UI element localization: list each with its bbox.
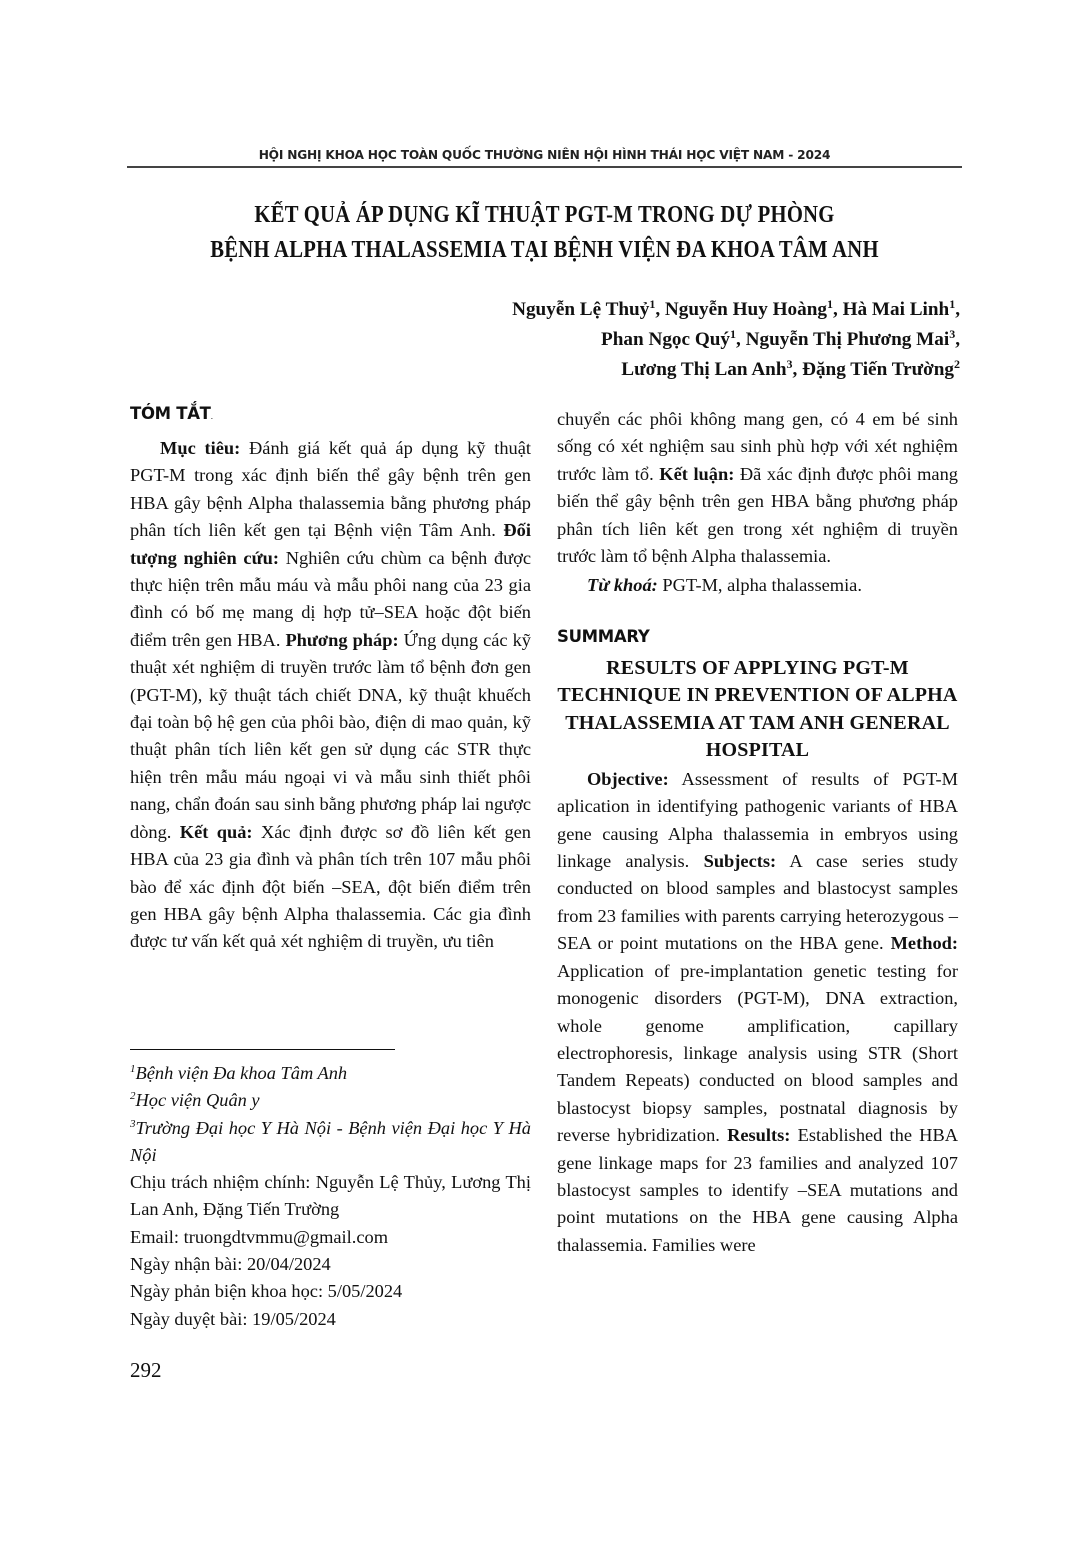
author-affiliation: 3 xyxy=(949,327,956,341)
results-label: Kết quả: xyxy=(179,821,253,842)
affiliation-2 xyxy=(130,1087,531,1114)
corresponding-author: Chịu trách nhiệm chính: Nguyễn Lệ Thủy, Lương Thị Lan Anh, Đặng Tiến Trường xyxy=(130,1172,531,1220)
footnote-rule xyxy=(130,1049,395,1050)
author-affiliation: 1 xyxy=(949,297,956,311)
author-name: Phan Ngọc Quý xyxy=(601,329,731,350)
method-label: Phương pháp: xyxy=(285,629,399,650)
author-affiliation: 1 xyxy=(649,297,656,311)
date-reviewed: Ngày phản biện khoa học: 5/05/2024 xyxy=(130,1281,403,1302)
affiliation-number: 2 xyxy=(130,1090,136,1103)
affiliation-3 xyxy=(130,1115,531,1170)
author-affiliation: 1 xyxy=(730,327,737,341)
email: Email: truongdtvmmu@gmail.com xyxy=(130,1226,389,1247)
author-name: Nguyễn Thị Phương Mai xyxy=(745,329,950,350)
results-text-part-1: Xác định được sơ đồ liên kết gen HBA của 23 gia đình và phân tích trên 107 mẫu phôi bào để xác định đột biến –SEA, đột biến điểm trên gen HBA gây bệnh Alpha thalassemia. Các gia đình được tư vấn kết quả xét nghiệm di truyền, ưu tiên xyxy=(130,821,531,952)
author-separator: , xyxy=(832,299,843,320)
abstract-vi-continued xyxy=(557,406,958,570)
running-header: HỘI NGHỊ KHOA HỌC TOÀN QUỐC THƯỜNG NIÊN HỘI HÌNH THÁI HỌC VIỆT NAM - 2024 xyxy=(258,148,831,162)
footnotes xyxy=(130,1060,531,1333)
author-line-1 xyxy=(512,295,960,325)
author-line-2 xyxy=(512,325,960,355)
results-text-en: Established the HBA gene linkage maps for 23 families and analyzed 107 blastocyst samples to identify –SEA mutations and point mutations on the HBA gene causing Alpha thalassemia. Families were xyxy=(557,1125,958,1255)
paper-title xyxy=(185,198,903,268)
author-line-3 xyxy=(512,355,960,385)
author-affiliation: 2 xyxy=(954,357,960,371)
right-column xyxy=(557,406,958,1259)
date-received: Ngày nhận bài: 20/04/2024 xyxy=(130,1254,331,1275)
subjects-label: Đối tượng nghiên cứu: xyxy=(130,520,531,568)
conclusion-label: Kết luận: xyxy=(659,463,735,484)
page-number: 292 xyxy=(130,1358,162,1382)
summary-title: RESULTS OF APPLYING PGT-M TECHNIQUE IN PREVENTION OF ALPHA THALASSEMIA AT TAM ANH GENERAL HOSPITAL xyxy=(557,656,958,762)
date-accepted: Ngày duyệt bài: 19/05/2024 xyxy=(130,1308,336,1329)
subjects-text: Nghiên cứu chùm ca bệnh được thực hiện trên mẫu máu và mẫu phôi nang của 23 gia đình có bố mẹ mang dị hợp tử–SEA hoặc đột biến điểm trên gen HBA. xyxy=(130,547,531,650)
objective-label: Mục tiêu: xyxy=(160,438,241,458)
affiliation-text: Học viện Quân y xyxy=(135,1090,260,1111)
method-label-en: Method: xyxy=(890,933,958,954)
author-name: Lương Thị Lan Anh xyxy=(621,359,787,380)
summary-body xyxy=(557,766,958,1259)
header-rule xyxy=(127,166,962,168)
objective-text-en: Assessment of results of PGT-M aplication in identifying pathogenic variants of HBA gene causing Alpha thalassemia in embryos using linkage analysis. xyxy=(557,768,958,872)
abstract-vi-column xyxy=(130,402,531,956)
results-label-en: Results: xyxy=(727,1125,791,1146)
affiliation-number: 3 xyxy=(130,1117,136,1130)
abstract-vi-heading-text: TÓM TẮT xyxy=(130,404,211,423)
affiliation-text: Bệnh viện Đa khoa Tâm Anh xyxy=(135,1063,348,1083)
abstract-vi-heading xyxy=(130,402,531,429)
author-separator: , xyxy=(955,299,960,320)
author-affiliation: 3 xyxy=(786,357,793,371)
author-separator: , xyxy=(955,329,960,350)
author-separator: , xyxy=(655,299,665,320)
author-name: Hà Mai Linh xyxy=(842,299,950,320)
author-name: Nguyễn Huy Hoàng xyxy=(664,299,827,320)
title-line-2: BỆNH ALPHA THALASSEMIA TẠI BỆNH VIỆN ĐA KHOA TÂM ANH xyxy=(210,237,879,263)
results-text-part-2: chuyển các phôi không mang gen, có 4 em bé sinh sống có xét nghiệm sau sinh phù hợp với xét nghiệm trước làm tổ. xyxy=(557,409,958,484)
subjects-label-en: Subjects: xyxy=(703,851,777,872)
summary-heading: SUMMARY xyxy=(557,626,650,646)
author-name: Nguyễn Lệ Thuỷ xyxy=(512,299,650,320)
author-list xyxy=(512,295,960,385)
keywords-label: Từ khoá: xyxy=(587,575,658,596)
author-separator: , xyxy=(792,359,803,380)
method-text-en: Application of pre-implantation genetic testing for monogenic disorders (PGT-M), DNA extraction, whole genome amplification, capillary electrophoresis, linkage analysis using STR (Short Tandem Repeats) conducted on blood samples and blastocyst biopsy samples, postnatal diagnosis by reverse hybridization. xyxy=(557,960,958,1146)
affiliation-number: 1 xyxy=(130,1063,136,1075)
title-line-1: KẾT QUẢ ÁP DỤNG KĨ THUẬT PGT-M TRONG DỰ PHÒNG xyxy=(254,202,835,228)
objective-label-en: Objective: xyxy=(587,768,669,789)
heading-dot: . xyxy=(210,412,213,421)
keywords-text: PGT-M, alpha thalassemia. xyxy=(657,575,862,596)
method-text: Ứng dụng các kỹ thuật xét nghiệm di truyền trước làm tổ bệnh đơn gen (PGT-M), kỹ thuật tách chiết DNA, kỹ thuật khuếch đại toàn bộ hệ gen của phôi bào, điện di mao quản, kỹ thuật phân tích liên kết gen sử dụng các STR thực hiện trên mẫu máu ngoại vi và mẫu sinh thiết phôi nang, chẩn đoán sau sinh bằng phương pháp lai ngược dòng. xyxy=(130,629,531,842)
author-affiliation: 1 xyxy=(826,297,833,311)
author-separator: , xyxy=(736,329,746,350)
subjects-text-en: A case series study conducted on blood samples and blastocyst samples from 23 families with parents carrying heterozygous –SEA or point mutations on the HBA gene. xyxy=(557,851,958,954)
abstract-vi-body xyxy=(130,435,531,956)
author-name: Đặng Tiến Trường xyxy=(802,359,954,380)
affiliation-text: Trường Đại học Y Hà Nội - Bệnh viện Đại học Y Hà Nội xyxy=(130,1117,531,1165)
objective-text: Đánh giá kết quả áp dụng kỹ thuật PGT-M trong xác định biến thể gây bệnh trên gen HBA gây bệnh Alpha thalassemia bằng phương pháp phân tích liên kết gen tại Bệnh viện Tâm Anh. xyxy=(130,438,531,541)
keywords xyxy=(557,572,958,599)
conclusion-text: Đã xác định được phôi mang biến thể gây bệnh trên gen HBA bằng phương pháp phân tích liên kết gen trong xét nghiệm di truyền trước làm tổ bệnh Alpha thalassemia. xyxy=(557,463,958,567)
affiliation-1 xyxy=(130,1060,531,1087)
